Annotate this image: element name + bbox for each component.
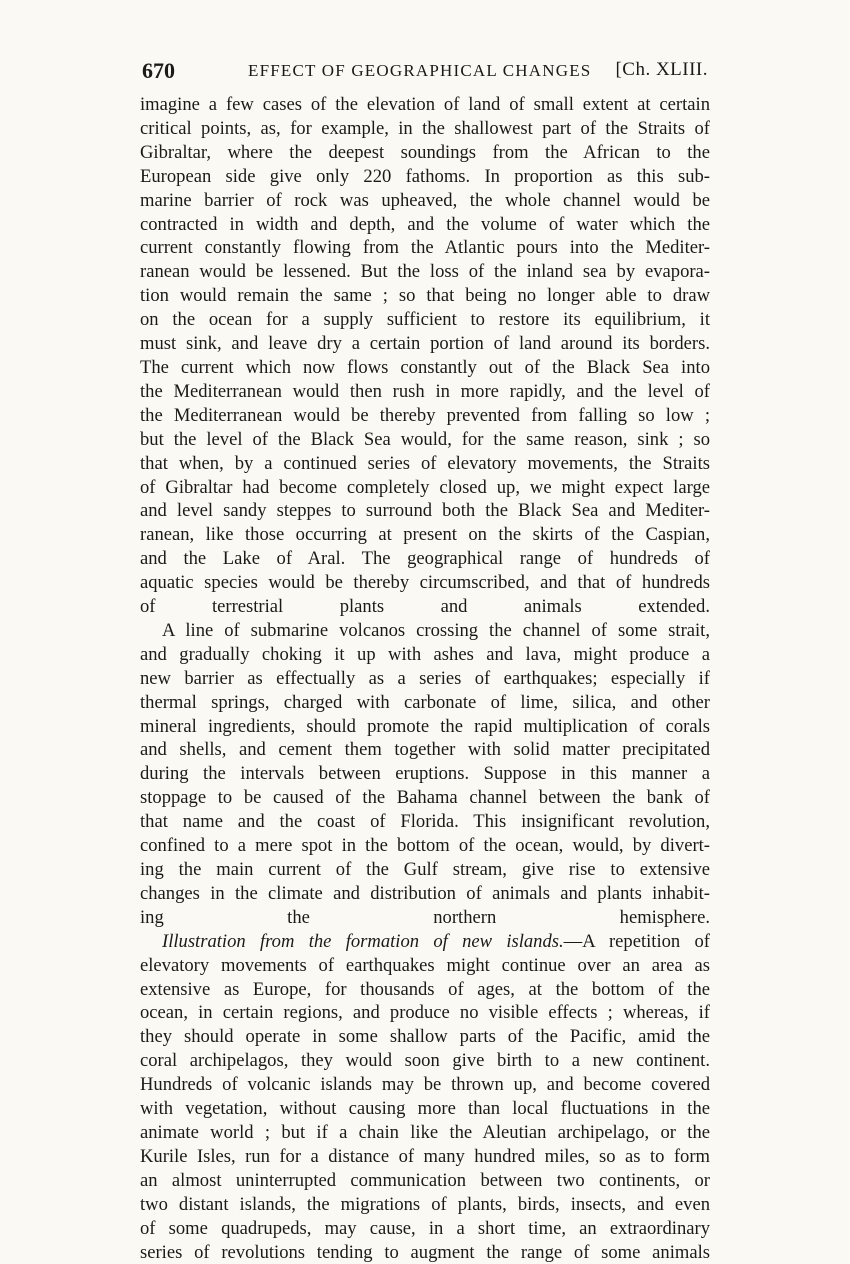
text-line: marine barrier of rock was upheaved, the whole channel would be [140,189,710,213]
running-title: EFFECT OF GEOGRAPHICAL CHANGES [248,61,591,81]
text-line: European side give only 220 fathoms. In proportion as this sub- [140,165,710,189]
text-line: extensive as Europe, for thousands of ages, at the bottom of the [140,978,710,1002]
text-line: Kurile Isles, run for a distance of many hundred miles, so as to form [140,1145,710,1169]
text-line: stoppage to be caused of the Bahama channel between the bank of [140,786,710,810]
text-line: and the Lake of Aral. The geographical range of hundreds of [140,547,710,571]
text-line: elevatory movements of earthquakes might continue over an area as [140,954,710,978]
text-line: the Mediterranean would then rush in more rapidly, and the level of [140,380,710,404]
text-line: Hundreds of volcanic islands may be thrown up, and become covered [140,1073,710,1097]
text-line: mineral ingredients, should promote the rapid multiplication of corals [140,715,710,739]
text-line: animate world ; but if a chain like the Aleutian archipelago, or the [140,1121,710,1145]
text-line: and level sandy steppes to surround both the Black Sea and Mediter- [140,499,710,523]
text-line: of Gibraltar had become completely closed up, we might expect large [140,476,710,500]
text-line: and gradually choking it up with ashes and lava, might produce a [140,643,710,667]
text-line: two distant islands, the migrations of plants, birds, insects, and even [140,1193,710,1217]
text-line: current constantly flowing from the Atlantic pours into the Mediter- [140,236,710,260]
text-line: aquatic species would be thereby circumscribed, and that of hundreds [140,571,710,595]
text-line: ranean would be lessened. But the loss of the inland sea by evapora- [140,260,710,284]
text-line: but the level of the Black Sea would, for the same reason, sink ; so [140,428,710,452]
text-line: confined to a mere spot in the bottom of the ocean, would, by divert- [140,834,710,858]
text-line: with vegetation, without causing more than local fluctuations in the [140,1097,710,1121]
text-line: The current which now flows constantly out of the Black Sea into [140,356,710,380]
text-line: A line of submarine volcanos crossing the channel of some strait, [140,619,710,643]
section-heading: Illustration from the formation of new islands. [162,931,564,952]
text-line: ing the main current of the Gulf stream, give rise to extensive [140,858,710,882]
text-line: ing the northern hemisphere. [140,906,710,930]
text-line: contracted in width and depth, and the volume of water which the [140,213,710,237]
text-line: that when, by a continued series of elevatory movements, the Straits [140,452,710,476]
chapter-label: [Ch. XLIII. [615,59,708,81]
paragraph [140,619,710,930]
text-line: new barrier as effectually as a series of earthquakes; especially if [140,667,710,691]
text-line: imagine a few cases of the elevation of land of small extent at certain [140,93,710,117]
text-line: on the ocean for a supply sufficient to restore its equilibrium, it [140,308,710,332]
paragraph [140,930,710,1264]
page-number: 670 [142,58,175,84]
text-line: critical points, as, for example, in the shallowest part of the Straits of [140,117,710,141]
text-line: coral archipelagos, they would soon give birth to a new continent. [140,1049,710,1073]
body-text [140,93,710,1264]
running-header [142,58,708,88]
text-line: they should operate in some shallow parts of the Pacific, amid the [140,1025,710,1049]
text-line: an almost uninterrupted communication between two continents, or [140,1169,710,1193]
text-line: of some quadrupeds, may cause, in a short time, an extraordinary [140,1217,710,1241]
text-line: series of revolutions tending to augment the range of some animals [140,1241,710,1264]
text-line: ocean, in certain regions, and produce no visible effects ; whereas, if [140,1001,710,1025]
text-line [140,930,710,954]
text-line: of terrestrial plants and animals extended. [140,595,710,619]
text-line: changes in the climate and distribution of animals and plants inhabit- [140,882,710,906]
heading-continuation: —A repetition of [564,931,710,952]
text-line: during the intervals between eruptions. Suppose in this manner a [140,762,710,786]
text-line: tion would remain the same ; so that being no longer able to draw [140,284,710,308]
text-line: thermal springs, charged with carbonate of lime, silica, and other [140,691,710,715]
text-line: must sink, and leave dry a certain portion of land around its borders. [140,332,710,356]
text-line: that name and the coast of Florida. This insignificant revolution, [140,810,710,834]
text-line: ranean, like those occurring at present on the skirts of the Caspian, [140,523,710,547]
text-line: and shells, and cement them together with solid matter precipitated [140,738,710,762]
text-line: Gibraltar, where the deepest soundings from the African to the [140,141,710,165]
text-line: the Mediterranean would be thereby prevented from falling so low ; [140,404,710,428]
paragraph [140,93,710,619]
